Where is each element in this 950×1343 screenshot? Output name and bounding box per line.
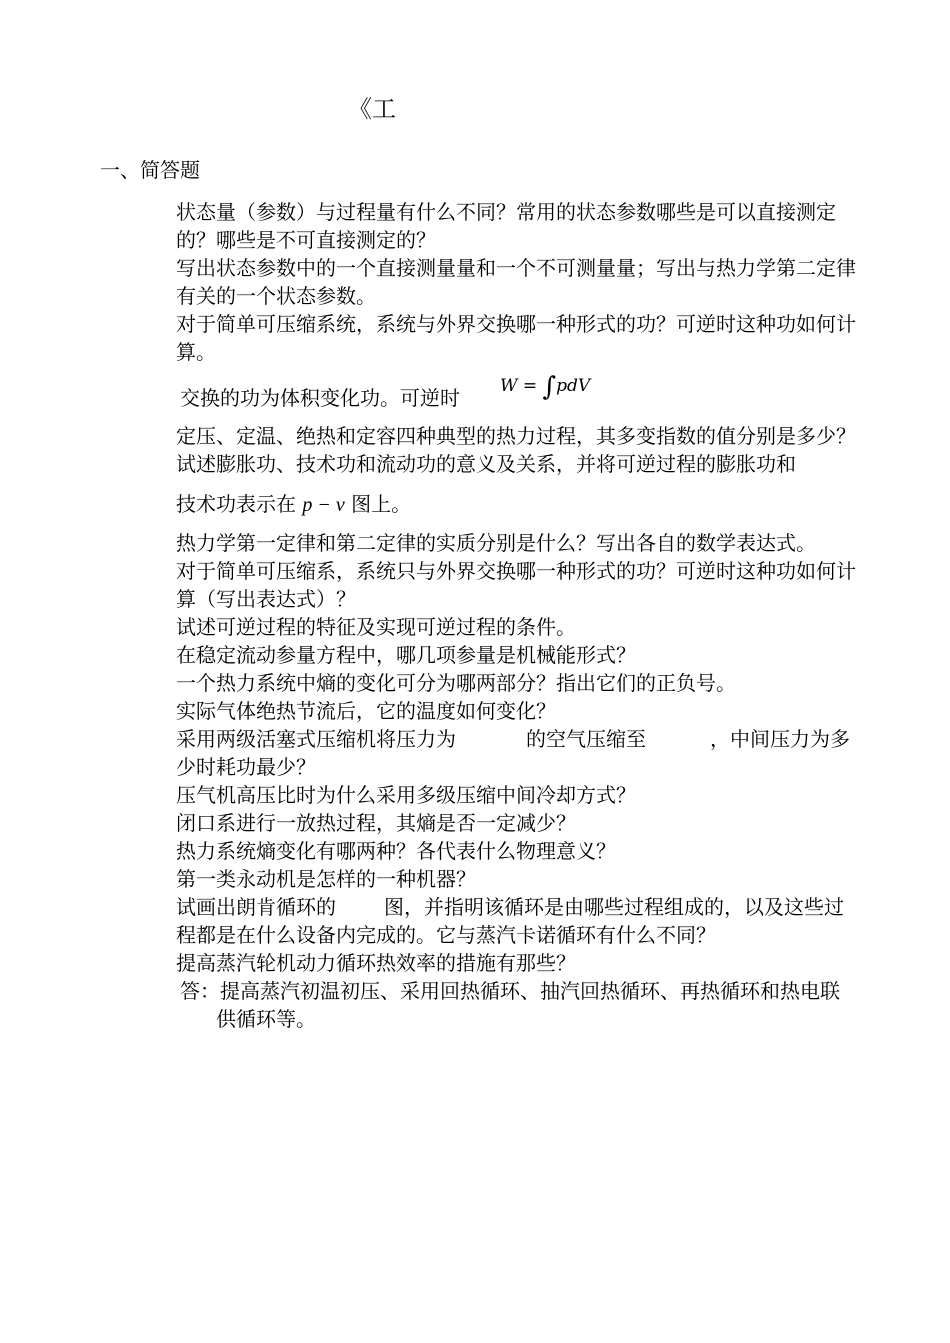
question-11: 实际气体绝热节流后，它的温度如何变化？ [176,699,556,723]
question-16: 第一类永动机是怎样的一种机器？ [176,867,476,891]
question-2: 写出状态参数中的一个直接测量量和一个不可测量量；写出与热力学第二定律有关的一个状态参数。 [176,256,856,308]
question-12-part-b: 的空气压缩至 [526,727,646,751]
question-1: 状态量（参数）与过程量有什么不同？常用的状态参数哪些是可以直接测定的？哪些是不可直接测定的？ [176,200,836,252]
question-list [176,198,856,1033]
question-17-part-a: 试画出朗肯循环的 [176,895,336,919]
question-18: 提高蒸汽轮机动力循环热效率的措施有那些？ [176,951,576,975]
question-5-text-after: 图上。 [351,492,412,516]
question-12-part-c: ，中间压力为多少时耗功最少？ [176,727,850,779]
question-5: 试述膨胀功、技术功和流动功的意义及关系，并将可逆过程的膨胀功和 [176,452,796,476]
question-7: 对于简单可压缩系，系统只与外界交换哪一种形式的功？可逆时这种功如何计算（写出表达式）？ [176,559,856,611]
question-18-answer: 答：提高蒸汽初温初压、采用回热循环、抽汽回热循环、再热循环和热电联供循环等。 [180,979,840,1031]
question-8: 试述可逆过程的特征及实现可逆过程的条件。 [176,615,576,639]
work-formula [500,372,590,401]
question-4: 定压、定温、绝热和定容四种典型的热力过程，其多变指数的值分别是多少？ [176,424,856,448]
question-13: 压气机高压比时为什么采用多级压缩中间冷却方式？ [176,783,636,807]
question-3-answer [176,372,856,422]
question-10: 一个热力系统中熵的变化可分为哪两部分？指出它们的正负号。 [176,671,736,695]
question-3: 对于简单可压缩系统，系统与外界交换哪一种形式的功？可逆时这种功如何计算。 [176,312,856,364]
question-15: 热力系统熵变化有哪两种？各代表什么物理意义？ [176,839,616,863]
integral-symbol: ∫ [542,372,557,402]
question-12-part-a: 采用两级活塞式压缩机将压力为 [176,727,456,751]
pv-diagram-symbol: p − v [302,494,345,516]
question-3-answer-text: 交换的功为体积变化功。可逆时 [180,386,460,410]
question-17 [176,893,856,949]
section-heading: 一、简答题 [100,158,200,182]
question-9: 在稳定流动参量方程中，哪几项参量是机械能形式？ [176,643,636,667]
question-12 [176,725,856,781]
question-6: 热力学第一定律和第二定律的实质分别是什么？写出各自的数学表达式。 [176,531,816,555]
question-5-continuation [176,490,856,519]
question-17-part-b: 图，并指明该循环是由哪些过程组成的，以及这些过程都是在什么设备内完成的。它与蒸汽卡诺循环有什么不同？ [176,895,844,947]
question-14: 闭口系进行一放热过程，其熵是否一定减少？ [176,811,576,835]
work-formula-lhs: W = [500,376,538,396]
document-title: 《工 [348,95,396,123]
question-5-text-before: 技术功表示在 [176,492,296,516]
work-formula-rhs: pdV [556,376,591,396]
